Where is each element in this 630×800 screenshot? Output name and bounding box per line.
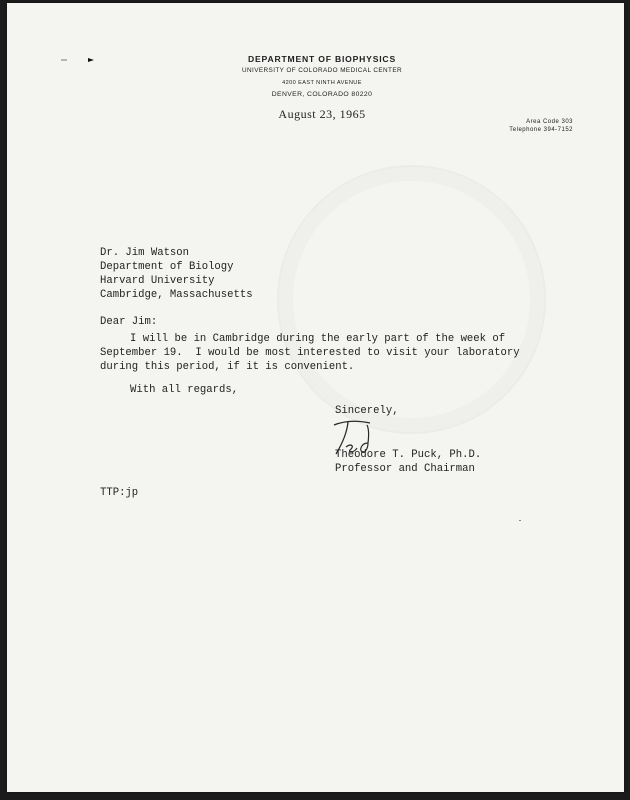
letter-date: August 23, 1965 [278,107,366,121]
salutation: Dear Jim: [100,316,158,328]
embossed-seal-watermark [277,165,546,434]
regards: With all regards, [130,384,239,396]
letterhead-university: UNIVERSITY OF COLORADO MEDICAL CENTER [241,67,403,74]
margin-mark-icon [59,55,99,65]
letterhead-department: DEPARTMENT OF BIOPHYSICS [248,54,396,64]
letterhead-city: DENVER, COLORADO 80220 [271,91,373,98]
recipient-department: Department of Biology [100,261,234,273]
body-line-2: September 19. I would be most interested to visit your laboratory [100,347,520,359]
area-code: Area Code 303 [526,119,573,125]
reference-initials: TTP:jp [100,487,139,499]
body-line-3: during this period, if it is convenient. [100,361,355,373]
signer-name: Theodore T. Puck, Ph.D. [335,449,482,461]
paper-speck [519,520,521,521]
recipient-institution: Harvard University [100,275,215,287]
recipient-name: Dr. Jim Watson [100,247,190,259]
letterhead-street: 4200 EAST NINTH AVENUE [282,80,362,86]
body-line-1: I will be in Cambridge during the early part of the week of [130,333,506,345]
closing: Sincerely, [335,405,399,417]
recipient-location: Cambridge, Massachusetts [100,289,253,301]
signer-title: Professor and Chairman [335,463,475,475]
letter-page [7,3,624,792]
telephone: Telephone 394-7152 [509,127,573,133]
